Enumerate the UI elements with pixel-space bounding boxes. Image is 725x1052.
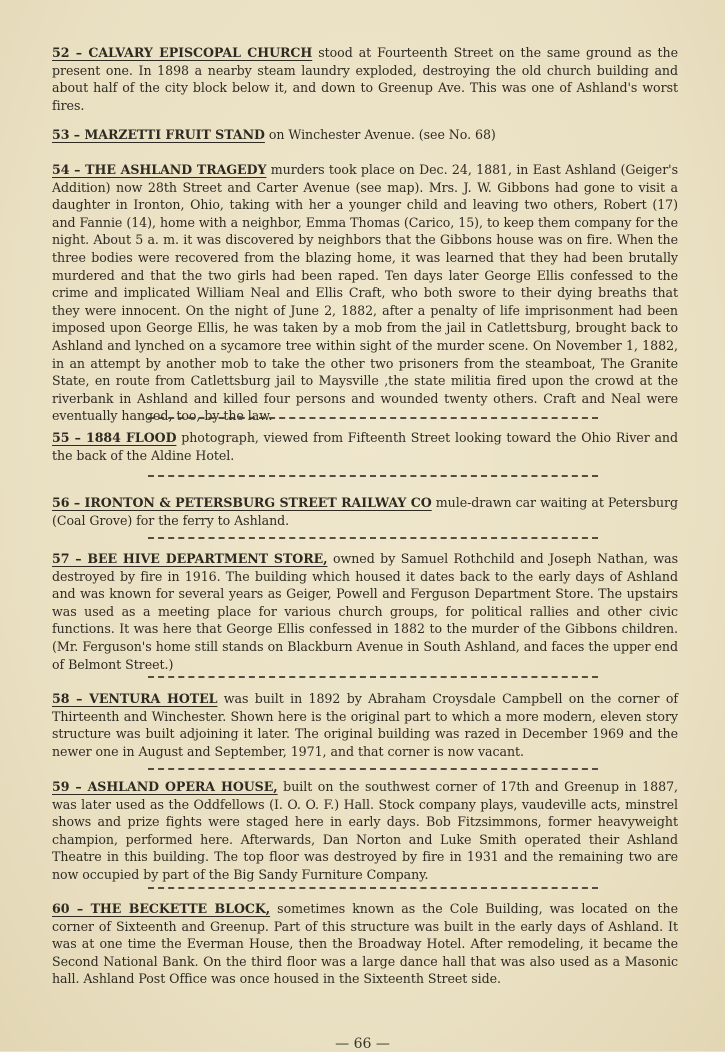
entry-57	[52, 550, 678, 673]
entry-body: sometimes known as the Cole Building, was located on the corner of Sixteenth and Greenup. Part of this structure was built in the early days of Ashland. It was at one time the Everman House, then the Broadway Hotel. After remodeling, it became the Second National Bank. On the third floor was a large dance hall that was also used as a Masonic hall. Ashland Post Office was once housed in the Sixteenth Street side.	[52, 901, 678, 987]
entry-body: mule-drawn car waiting at Petersburg (Coal Grove) for the ferry to Ashland.	[52, 495, 678, 528]
section-divider	[148, 768, 598, 770]
entry-heading: 53 – MARZETTI FRUIT STAND	[52, 127, 265, 142]
section-divider	[148, 475, 598, 477]
section-divider	[148, 887, 598, 889]
entry-56	[52, 494, 678, 529]
entry-body: owned by Samuel Rothchild and Joseph Nathan, was destroyed by fire in 1916. The building which housed it dates back to the early days of Ashland and was known for several years as Geiger, Powell and Ferguson Department Store. The upstairs was used as a meeting place for various church groups, for political rallies and other civic functions. It was here that George Ellis confessed in 1882 to the murder of the Gibbons children. (Mr. Ferguson's home still stands on Blackburn Avenue in South Ashland, and faces the upper end of Belmont Street.)	[52, 551, 678, 672]
entry-52	[52, 44, 678, 114]
entry-body: on Winchester Avenue. (see No. 68)	[264, 127, 496, 142]
entry-heading: 58 – VENTURA HOTEL	[52, 691, 218, 706]
entry-body: built on the southwest corner of 17th and Greenup in 1887, was later used as the Oddfellows (I. O. O. F.) Hall. Stock company plays, vaudeville acts, minstrel shows and prize fights were staged here in early days. Bob Fitzsimmons, former heavyweight champion, performed here. Afterwards, Dan Norton and Luke Smith operated their Ashland Theatre in this building. The top floor was destroyed by fire in 1931 and the remaining two are now occupied by part of the Big Sandy Furniture Company.	[52, 779, 678, 882]
entry-heading: 52 – CALVARY EPISCOPAL CHURCH	[52, 45, 313, 60]
entry-heading: 54 – THE ASHLAND TRAGEDY	[52, 162, 267, 177]
entry-heading: 57 – BEE HIVE DEPARTMENT STORE,	[52, 551, 328, 566]
entry-60	[52, 900, 678, 988]
section-divider	[148, 676, 598, 678]
entry-58	[52, 690, 678, 760]
entry-heading: 60 – THE BECKETTE BLOCK,	[52, 901, 271, 916]
entry-55	[52, 429, 678, 464]
entry-body: photograph, viewed from Fifteenth Street looking toward the Ohio River and the back of the Aldine Hotel.	[52, 430, 678, 463]
page-number: — 66 —	[335, 1036, 390, 1052]
entry-heading: 55 – 1884 FLOOD	[52, 430, 177, 445]
section-divider	[148, 537, 598, 539]
entry-59	[52, 778, 678, 884]
entry-heading: 59 – ASHLAND OPERA HOUSE,	[52, 779, 278, 794]
entry-heading: 56 – IRONTON & PETERSBURG STREET RAILWAY CO	[52, 495, 432, 510]
section-divider	[148, 417, 598, 419]
entry-body: stood at Fourteenth Street on the same ground as the present one. In 1898 a nearby steam laundry exploded, destroying the old church building and about half of the city block below it, and down to Greenup Ave. This was one of Ashland's worst fires.	[52, 45, 678, 113]
entry-body: murders took place on Dec. 24, 1881, in East Ashland (Geiger's Addition) now 28th Street and Carter Avenue (see map). Mrs. J. W. Gibbons had gone to visit a daughter in Ironton, Ohio, taking with her a younger child and leaving two others, Robert (17) and Fannie (14), home with a neighbor, Emma Thomas (Carico, 15), to keep them company for the night. About 5 a. m. it was discovered by neighbors that the Gibbons house was on fire. When the three bodies were recovered from the blazing home, it was learned that they had been brutally murdered and that the two girls had been raped. Ten days later George Ellis confessed to the crime and implicated William Neal and Ellis Craft, who both swore to their dying breaths that they were innocent. On the night of June 2, 1882, after a penalty of life imprisonment had been imposed upon George Ellis, he was taken by a mob from the jail in Catlettsburg, brought back to Ashland and lynched on a sycamore tree within sight of the murder scene. On November 1, 1882, in an attempt by another mob to take the other two prisoners from the steamboat, The Granite State, en route from Catlettsburg jail to Maysville ,the state militia fired upon the crowd at the riverbank in Ashland and killed four persons and wounded twenty others. Craft and Neal were eventually hanged, too, by the law.	[52, 162, 678, 424]
entry-54	[52, 161, 678, 425]
entry-body: was built in 1892 by Abraham Croysdale Campbell on the corner of Thirteenth and Winchester. Shown here is the original part to which a more modern, eleven story structure was built adjoining it later. The original building was razed in December 1969 and the newer one in August and September, 1971, and that corner is now vacant.	[52, 691, 679, 759]
entry-53	[52, 126, 678, 144]
